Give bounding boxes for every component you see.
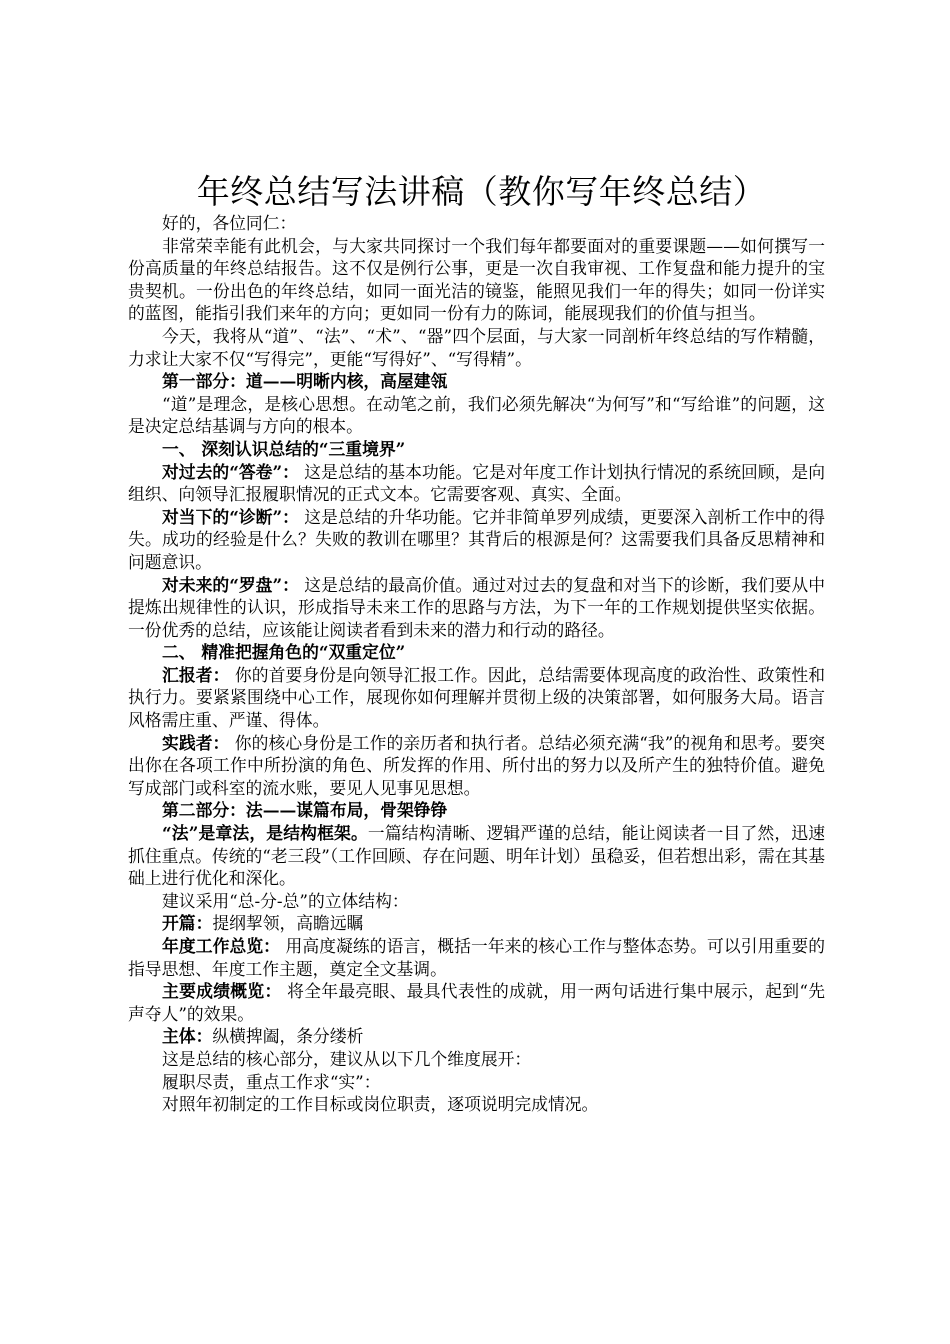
paragraph [128,235,825,325]
paragraph-bold-lead: 对过去的“答卷”： [162,461,299,482]
paragraph-bold-lead: 对当下的“诊断”： [162,506,299,527]
paragraph-bold-lead: 对未来的“罗盘”： [162,574,299,595]
paragraph [128,822,825,890]
paragraph-bold-lead: 二、 精准把握角色的“双重定位” [162,642,406,663]
paragraph [128,980,825,1025]
paragraph [128,438,825,461]
paragraph [128,574,825,642]
paragraph-text: 一篇结构清晰、逻辑严谨的总结，能让阅读者一目了然，迅速抓住重点。传统的“老三段”（工作回顾、存在问题、明年计划）虽稳妥，但若想出彩，需在其基础上进行优化和深化。 [128,823,825,889]
paragraph [128,799,825,822]
paragraph-bold-lead: 年度工作总览： [162,936,281,956]
paragraph [128,1025,825,1048]
paragraph-text: 非常荣幸能有此机会，与大家共同探讨一个我们每年都要面对的重要课题——如何撰写一份高质量的年终总结报告。这不仅是例行公事，更是一次自我审视、工作复盘和能力提升的宝贵契机。一份出色的年终总结，如同一面光洁的镜鉴，能照见我们一年的得失；如同一份详实的蓝图，能指引我们来年的方向；更如同一份有力的陈词，能展现我们的价值与担当。 [128,235,825,324]
paragraph [128,912,825,935]
paragraph-text: 这是总结的核心部分，建议从以下几个维度展开： [162,1048,532,1069]
paragraph [128,641,825,664]
paragraph [128,461,825,506]
paragraph [128,370,825,393]
paragraph [128,1093,825,1116]
paragraph [128,393,825,438]
paragraph-bold-lead: 第二部分：法——谋篇布局，骨架铮铮 [162,800,448,821]
paragraph [128,325,825,370]
paragraph [128,1048,825,1071]
document-body [128,172,825,1116]
paragraph [128,1071,825,1094]
paragraph-bold-lead: 主体： [162,1026,213,1047]
paragraph-text: 今天，我将从“道”、“法”、“术”、“器”四个层面，与大家一同剖析年终总结的写作精髓，力求让大家不仅“写得完”，更能“写得好”、“写得精”。 [128,325,825,369]
paragraph-bold-lead: 汇报者： [162,664,230,685]
paragraph-bold-lead: 主要成绩概览： [162,981,282,1002]
paragraph-text: 对照年初制定的工作目标或岗位职责，逐项说明完成情况。 [162,1094,599,1115]
paragraph [128,732,825,800]
paragraph [128,664,825,732]
paragraph-bold-lead: 实践者： [162,732,230,753]
paragraph-text: 这是总结的最高价值。通过对过去的复盘和对当下的诊断，我们要从中提炼出规律性的认识，形成指导未来工作的思路与方法，为下一年的工作规划提供坚实依据。一份优秀的总结，应该能让阅读者看到未来的潜力和行动的路径。 [128,574,826,640]
paragraph-list [128,212,825,1116]
paragraph-bold-lead: 第一部分：道——明晰内核，高屋建瓴 [162,371,448,392]
paragraph [128,935,825,980]
paragraph-text: 这是总结的基本功能。它是对年度工作计划执行情况的系统回顾，是向组织、向领导汇报履职情况的正式文本。它需要客观、真实、全面。 [128,461,826,505]
paragraph-text: 履职尽责，重点工作求“实”： [162,1071,381,1092]
paragraph [128,212,825,235]
paragraph [128,890,825,913]
paragraph-text: 纵横捭阖，条分缕析 [212,1026,364,1047]
document-title: 年终总结写法讲稿（教你写年终总结） [196,172,767,211]
paragraph-text: 将全年最亮眼、最具代表性的成就，用一两句话进行集中展示，起到“先声夺人”的效果。 [128,981,825,1024]
paragraph-text: 你的首要身份是向领导汇报工作。因此，总结需要体现高度的政治性、政策性和执行力。要紧紧围绕中心工作，展现你如何理解并贯彻上级的决策部署，如何服务大局。语言风格需庄重、严谨、得体。 [128,664,825,731]
paragraph-text: 用高度凝练的语言，概括一年来的核心工作与整体态势。可以引用重要的指导思想、年度工作主题，奠定全文基调。 [128,936,825,979]
paragraph-text: “道”是理念，是核心思想。在动笔之前，我们必须先解决“为何写”和“写给谁”的问题，这是决定总结基调与方向的根本。 [128,393,825,437]
paragraph [128,506,825,574]
paragraph-text: 提纲挈领，高瞻远瞩 [212,913,364,934]
paragraph-bold-lead: 一、 深刻认识总结的“三重境界” [162,438,406,459]
paragraph-bold-lead: “法”是章法，是结构框架。 [162,823,368,844]
paragraph-text: 建议采用“总-分-总”的立体结构： [162,890,409,911]
paragraph-text: 好的，各位同仁： [162,213,297,233]
paragraph-text: 这是总结的升华功能。它并非简单罗列成绩，更要深入剖析工作中的得失。成功的经验是什么？失败的教训在哪里？其背后的根源是何？这需要我们具备反思精神和问题意识。 [128,506,826,572]
paragraph-bold-lead: 开篇： [162,913,213,934]
paragraph-text: 你的核心身份是工作的亲历者和执行者。总结必须充满“我”的视角和思考。要突出你在各项工作中所扮演的角色、所发挥的作用、所付出的努力以及所产生的独特价值。避免写成部门或科室的流水账，要见人见事见思想。 [128,732,825,798]
